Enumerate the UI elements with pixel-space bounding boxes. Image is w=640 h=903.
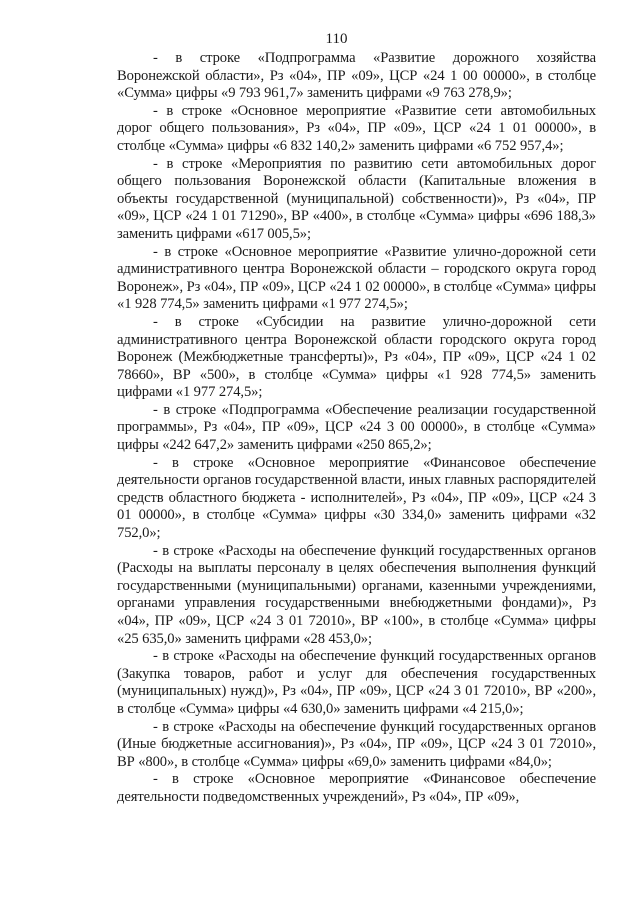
- paragraph-10: - в строке «Расходы на обеспечение функций государственных органов (Иные бюджетные ассигнования)», Рз «04», ПР «09», ЦСР «24 3 01 72010», ВР «800», в столбце «Сумма» цифры «69,0» заменить цифрами «84,0»;: [117, 718, 596, 770]
- page-number: 110: [325, 31, 348, 47]
- paragraph-7: - в строке «Основное мероприятие «Финансовое обеспечение деятельности органов государственной власти, иных главных распорядителей средств областного бюджета - исполнителей», Рз «04», ПР «09», ЦСР «24 3 01 00000», в столбце «Сумма» цифры «30 334,0» заменить цифрами «32 752,0»;: [117, 454, 596, 542]
- paragraph-5: - в строке «Субсидии на развитие улично-дорожной сети административного центра Воронежской области городского округа город Воронеж (Межбюджетные трансферты)», Рз «04», ПР «09», ЦСР «24 1 02 78660», ВР «500», в столбце «Сумма» цифры «1 928 774,5» заменить цифрами «1 977 274,5»;: [117, 313, 596, 401]
- paragraph-1: - в строке «Подпрограмма «Развитие дорожного хозяйства Воронежской области», Рз «04», ПР «09», ЦСР «24 1 00 00000», в столбце «Сумма» цифры «9 793 961,7» заменить цифрами «9 763 278,9»;: [117, 50, 596, 102]
- paragraph-11: - в строке «Основное мероприятие «Финансовое обеспечение деятельности подведомственных учреждений», Рз «04», ПР «09»,: [117, 771, 596, 805]
- paragraph-2: - в строке «Основное мероприятие «Развитие сети автомобильных дорог общего пользования», Рз «04», ПР «09», ЦСР «24 1 01 00000», в столбце «Сумма» цифры «6 832 140,2» заменить цифрами «6 752 957,4»;: [117, 102, 596, 154]
- paragraph-4: - в строке «Основное мероприятие «Развитие улично-дорожной сети административного центра Воронежской области – городского округа город Воронеж», Рз «04», ПР «09», ЦСР «24 1 02 00000», в столбце «Сумма» цифры «1 928 774,5» заменить цифрами «1 977 274,5»;: [117, 243, 596, 313]
- paragraph-8: - в строке «Расходы на обеспечение функций государственных органов (Расходы на выплаты персоналу в целях обеспечения выполнения функций государственными (муниципальными) органами, казенными учреждениями, органами управления государственными внебюджетными фондами)», Рз «04», ПР «09», ЦСР «24 3 01 72010», ВР «100», в столбце «Сумма» цифры «25 635,0» заменить цифрами «28 453,0»;: [117, 542, 596, 647]
- paragraph-3: - в строке «Мероприятия по развитию сети автомобильных дорог общего пользования Воронежской области (Капитальные вложения в объекты государственной (муниципальной) собственности)», Рз «04», ПР «09», ЦСР «24 1 01 71290», ВР «400», в столбце «Сумма» цифры «696 188,3» заменить цифрами «617 005,5»;: [117, 155, 596, 242]
- paragraph-6: - в строке «Подпрограмма «Обеспечение реализации государственной программы», Рз «04», ПР «09», ЦСР «24 3 00 00000», в столбце «Сумма» цифры «242 647,2» заменить цифрами «250 865,2»;: [117, 401, 596, 454]
- paragraph-9: - в строке «Расходы на обеспечение функций государственных органов (Закупка товаров, работ и услуг для обеспечения государственных (муниципальных) нужд)», Рз «04», ПР «09», ЦСР «24 3 01 72010», ВР «200», в столбце «Сумма» цифры «4 630,0» заменить цифрами «4 215,0»;: [117, 648, 596, 717]
